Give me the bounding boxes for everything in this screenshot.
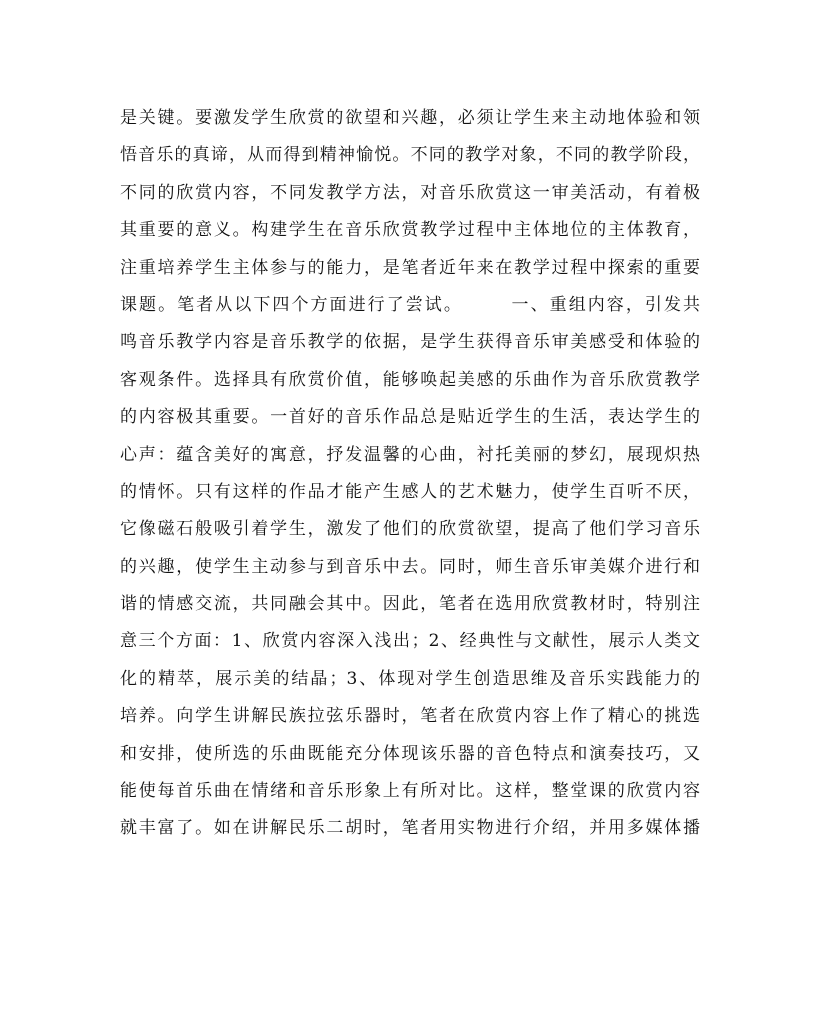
text-line: 谐的情感交流，共同融会其中。因此，笔者在选用欣赏教材时，特别注 <box>120 594 700 615</box>
text-line: 意三个方面：1、欣赏内容深入浅出；2、经典性与文献性，展示人类文 <box>120 631 700 652</box>
text-line: 注重培养学生主体参与的能力，是笔者近年来在教学过程中探索的重要 <box>120 257 700 278</box>
text-line: 其重要的意义。构建学生在音乐欣赏教学过程中主体地位的主体教育， <box>120 220 700 241</box>
text-line: 心声：蕴含美好的寓意，抒发温馨的心曲，衬托美丽的梦幻，展现炽热 <box>120 444 700 465</box>
text-line: 是关键。要激发学生欣赏的欲望和兴趣，必须让学生来主动地体验和领 <box>120 108 700 128</box>
text-line: 的兴趣，使学生主动参与到音乐中去。同时，师生音乐审美媒介进行和 <box>120 556 700 577</box>
text-line: 和安排，使所选的乐曲既能充分体现该乐器的音色特点和演奏技巧，又 <box>120 743 700 764</box>
text-line: 的情怀。只有这样的作品才能产生感人的艺术魅力，使学生百听不厌， <box>120 481 700 502</box>
text-line: 培养。向学生讲解民族拉弦乐器时，笔者在欣赏内容上作了精心的挑选 <box>120 706 700 727</box>
text-line: 不同的欣赏内容，不同发教学方法，对音乐欣赏这一审美活动，有着极 <box>120 182 700 203</box>
body-text <box>120 100 700 848</box>
text-line: 课题。笔者从以下四个方面进行了尝试。 一、重组内容，引发共 <box>120 294 700 315</box>
text-line: 能使每首乐曲在情绪和音乐形象上有所对比。这样，整堂课的欣赏内容 <box>120 781 700 802</box>
text-line: 鸣音乐教学内容是音乐教学的依据，是学生获得音乐审美感受和体验的 <box>120 332 700 353</box>
text-line: 悟音乐的真谛，从而得到精神愉悦。不同的教学对象，不同的教学阶段， <box>120 145 700 166</box>
text-line: 它像磁石般吸引着学生，激发了他们的欣赏欲望，提高了他们学习音乐 <box>120 519 700 540</box>
text-line: 客观条件。选择具有欣赏价值，能够唤起美感的乐曲作为音乐欣赏教学 <box>120 369 700 390</box>
text-line: 的内容极其重要。一首好的音乐作品总是贴近学生的生活，表达学生的 <box>120 407 700 428</box>
text-line: 化的精萃，展示美的结晶；3、体现对学生创造思维及音乐实践能力的 <box>120 668 700 689</box>
text-line: 就丰富了。如在讲解民乐二胡时，笔者用实物进行介绍，并用多媒体播 <box>120 818 700 839</box>
